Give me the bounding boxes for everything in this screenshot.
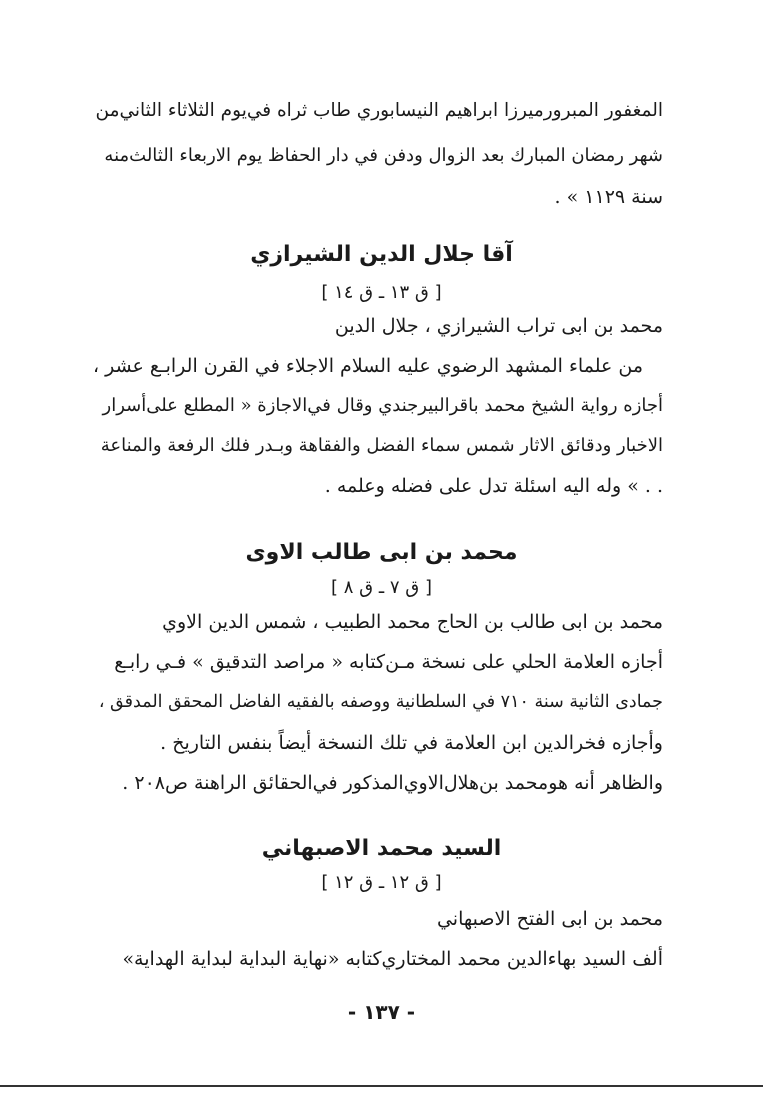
entry-1-body-line-2: أجازه رواية الشيخ محمد باقرالبيرجندي وقال في‌الاجازة « المطلع على‌أسرار bbox=[102, 395, 663, 416]
entry-3-body-line-1: ألف السيد بهاءالدين محمد المختاري‌كتابه «نهاية البداية لبداية الهداية» bbox=[122, 948, 663, 970]
entry-1-name-line: محمد بن ابى تراب الشيرازي ، جلال الدين bbox=[334, 315, 663, 337]
entry-2-century: [ ق ٧ ـ ق ٨ ] bbox=[331, 577, 432, 598]
entry-2-body-line-3: وأجازه فخرالدين ابن العلامة في تلك النسخة أيضاً بنفس التاريخ . bbox=[160, 732, 663, 754]
entry-1-body-line-4: . . » وله اليه اسئلة تدل على فضله وعلمه . bbox=[324, 475, 663, 497]
entry-2-body-line-2: جمادى الثانية سنة ٧١٠ في السلطانية ووصفه بالفقيه الفاضل المحقق المدقق ، bbox=[98, 692, 663, 712]
entry-2-name-line: محمد بن ابى طالب بن الحاج محمد الطبيب ، شمس الدين الاوي bbox=[162, 611, 663, 633]
entry-2-body-line-4: والظاهر أنه هومحمد بن‌هلال‌الاوي‌المذكور في‌الحقائق الراهنة ص٢٠٨ . bbox=[122, 772, 663, 794]
entry-1-body-line-1: من علماء المشهد الرضوي عليه السلام الاجلاء في القرن الرابـع عشر ، bbox=[92, 355, 643, 377]
bottom-rule bbox=[0, 1085, 763, 1087]
entry-1-century: [ ق ١٣ ـ ق ١٤ ] bbox=[321, 282, 442, 303]
intro-line-2: شهر رمضان المبارك بعد الزوال ودفن في دار الحفاظ يوم الاربعاء الثالث‌منه bbox=[104, 145, 663, 166]
entry-3-heading: السيد محمد الاصبهاني bbox=[261, 836, 502, 861]
intro-line-3: سنة ١١٢٩ » . bbox=[554, 186, 663, 208]
entry-2-body-line-1: أجازه العلامة الحلي على نسخة مـن‌كتابه « مراصد التدقيق » فـي رابـع bbox=[114, 651, 663, 673]
intro-line-1: المغفور المبرورميرزا ابراهيم النيسابوري طاب ثراه في‌يوم الثلاثاء الثاني‌من bbox=[95, 100, 663, 121]
entry-1-heading: آقا جلال الدين الشيرازي bbox=[250, 242, 513, 267]
entry-2-heading: محمد بن ابى طالب الاوى bbox=[245, 540, 518, 565]
page-number: - ١٣٧ - bbox=[347, 1000, 416, 1024]
entry-1-body-line-3: الاخبار ودقائق الاثار شمس سماء الفضل والفقاهة وبـدر فلك الرفعة والمناعة bbox=[100, 435, 663, 456]
entry-3-name-line: محمد بن ابى الفتح الاصبهاني bbox=[436, 908, 663, 930]
entry-3-century: [ ق ١٢ ـ ق ١٢ ] bbox=[321, 872, 442, 893]
